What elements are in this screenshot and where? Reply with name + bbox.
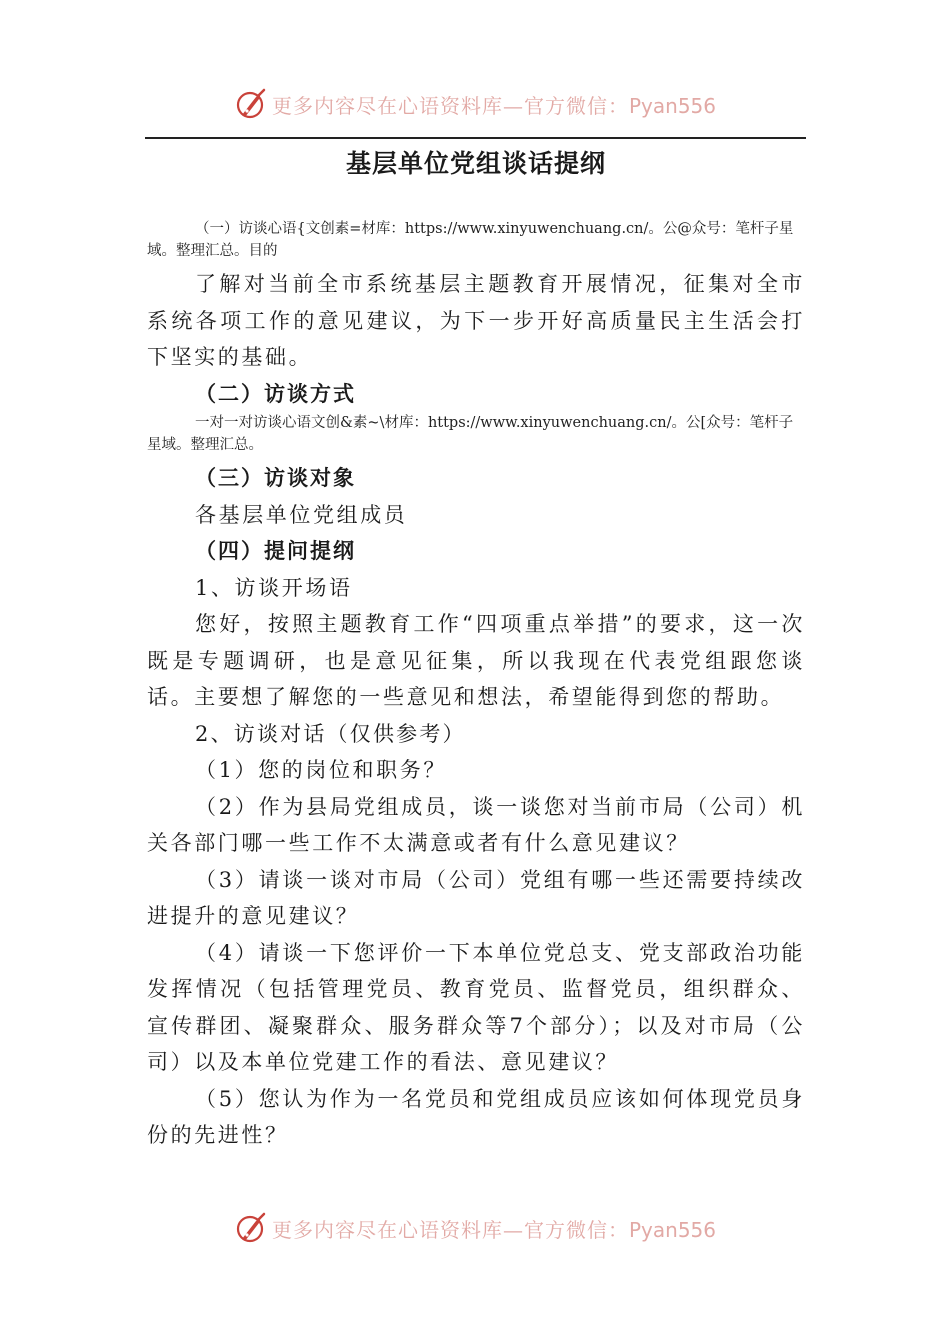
item1-label: 1、访谈开场语: [195, 575, 353, 600]
section2-heading: （二）访谈方式: [195, 380, 356, 406]
question-4: （4）请谈一下您评价一下本单位党总支、党支部政治功能发挥情况（包括管理党员、教育党员、监督党员，组织群众、宣传群团、凝聚群众、服务群众等7个部分）；以及对市局（公司）以及本单位党建工作的看法、意见建议？: [147, 940, 805, 1074]
section3-body: 各基层单位党组成员: [195, 502, 408, 527]
item2-label: 2、访谈对话（仅供参考）: [195, 721, 466, 746]
pen-nib-circle-icon: [234, 1211, 268, 1245]
section1-body: 了解对当前全市系统基层主题教育开展情况，征集对全市系统各项工作的意见建议，为下一步开好高质量民主生活会打下坚实的基础。: [147, 272, 805, 369]
watermark-text: 更多内容尽在心语资料库—官方微信：Pyan556: [271, 1217, 716, 1242]
question-2: （2）作为县局党组成员，谈一谈您对当前市局（公司）机关各部门哪一些工作不太满意或者有什么意见建议？: [147, 794, 805, 855]
section1-note: （一）访谈心语{文创素=材库：https://www.xinyuwenchuang.cn/。公@众号：笔杆子星域。整理汇总。目的: [147, 221, 794, 259]
footer-watermark: [0, 1206, 950, 1250]
question-5: （5）您认为作为一名党员和党组成员应该如何体现党员身份的先进性？: [147, 1086, 805, 1147]
section2-note: 一对一对访谈心语文创&素~\材库：https://www.xinyuwenchuang.cn/。公[众号：笔杆子星域。整理汇总。: [147, 415, 794, 453]
section4-heading: （四）提问提纲: [195, 538, 356, 563]
watermark-handle: Pyan556: [628, 93, 716, 118]
header-divider: [145, 137, 806, 139]
header-watermark: [0, 82, 950, 126]
item1-body: 您好，按照主题教育工作“四项重点举措”的要求，这一次既是专题调研，也是意见征集，所以我现在代表党组跟您谈话。主要想了解您的一些意见和想法，希望能得到您的帮助。: [147, 612, 805, 709]
pen-nib-circle-icon: [234, 87, 268, 121]
document-title: 基层单位党组谈话提纲: [345, 149, 606, 178]
question-1: （1）您的岗位和职务？: [195, 758, 447, 782]
question-3: （3）请谈一谈对市局（公司）党组有哪一些还需要持续改进提升的意见建议？: [147, 867, 805, 928]
document-body: [147, 142, 805, 1154]
watermark-text: 更多内容尽在心语资料库—官方微信：Pyan556: [271, 93, 716, 118]
section3-heading: （三）访谈对象: [195, 465, 356, 490]
watermark-handle: Pyan556: [628, 1217, 716, 1242]
